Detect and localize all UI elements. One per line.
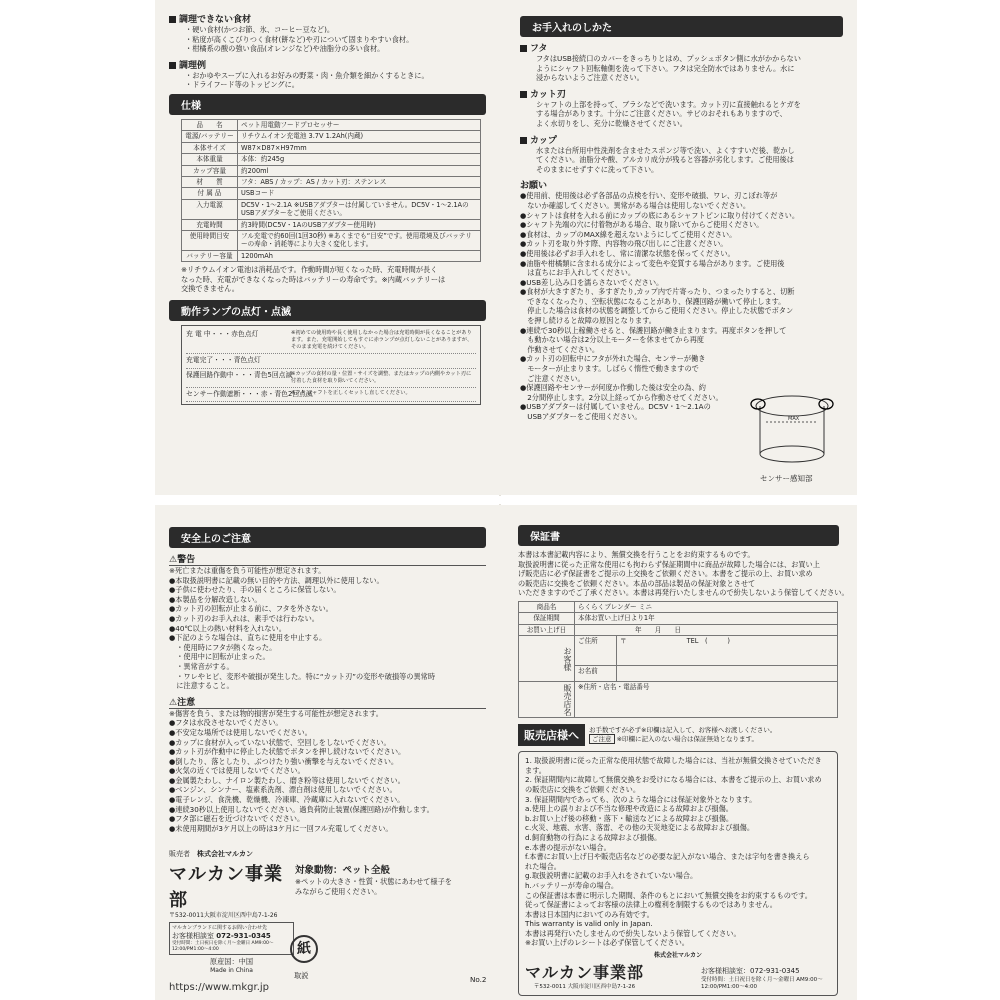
spec-key: 使用時間目安 [182,231,238,251]
date-value[interactable]: 年 月 日 [575,624,838,635]
text-line: ●連続で30秒以上稼働させると、保護回路が働き止まります。再度ボタンを押して [520,325,787,335]
seller-label: 販売者 [169,850,190,858]
text-line: に注意すること。 [169,681,234,691]
warranty-address: 〒532-0011 大阪市淀川区西中島7-1-26 [533,984,636,991]
text-line: g.取扱説明書に記載のお手入れをされていない場合。 [525,871,698,881]
text-line: この保証書は本書に明示した期間、条件のもとにおいて無償交換をお約束するものです。 [525,890,812,900]
text-line: ●カット刃を取り外す際、内容物の飛び出しにご注意ください。 [520,239,728,249]
spec-value: フタ：ABS / カップ：AS / カット刃：ステンレス [238,177,481,188]
text-line: ご注意ください。 [520,373,585,383]
text-line: f.本書にお買い上げ日や販売店名などの必要な記入がない場合、または字句を書き換えら [525,852,810,862]
inquiry-label: マルカンブランドに関するお問い合わせ先 [172,924,268,931]
remove-label: 取説 [294,971,309,980]
spec-value: DC5V・1～2.1A ※USBアダプターは付属していません。DC5V・1～2.1AのUSBアダプターをご使用ください。 [238,199,481,219]
ng-foods-title [169,12,486,25]
lamp-row [186,369,476,388]
text-line: 2分間停止します。2分以上経ってから作動させてください。 [520,392,723,402]
text-line: 本書は本書記載内容により、無償交換を行うことをお約束するものです。 [518,550,755,559]
text-line: みながらご使用ください。 [295,886,382,896]
text-line: ●食材が大きすぎたり、多すぎたり,カップ内で片寄ったり、つまったりすると、切断 [520,287,795,297]
warranty-hours: 受付時間：土日祝日を除く月～金曜日 AM9:00～12:00/PM1:00～4:00 [701,977,823,991]
text-line: も動かない場合は2分以上モーターを休ませてから再度 [520,335,704,345]
lamp-row [186,354,476,369]
seller-instructions [518,724,839,746]
spec-value: リチウムイオン充電池 3.7V 1.2Ah(内蔵) [238,131,481,142]
name-label: お名前 [575,666,617,682]
text-line: の販売店に交換をご依頼ください。本品の部品は製品の保証対象とさせて [518,578,756,588]
spec-key: 入力電源 [182,199,238,219]
text-line: ●使用前、使用後は必ず各部品の点検を行い、変形や破損、ワレ、刃こぼれ等が [520,191,778,201]
lamp-row [186,388,476,403]
text-line: ●シャフトは食材を入れる前にカップの底にあるシャフトピンに取り付けてください。 [520,210,800,220]
shop-field[interactable] [575,682,838,718]
text-line: ●火気の近くでは使用しないでください。 [169,766,305,776]
text-line: ※傷害を負う、または物的損害が発生する可能性が想定されます。 [169,708,383,718]
text-line: This warranty is valid only in Japan. [525,919,653,929]
brand-logo-warranty: マルカン事業部 [525,963,645,983]
postal-mark: 〒 [620,637,627,646]
text-line: 1. 取扱説明書に従った正常な使用状態で故障した場合には、当社が無償交換させていただき [525,756,822,766]
text-line: げ販売店に必ず保証書をご提示の上交換をご依頼ください。本書をご提示の上、お買い求め [518,569,813,579]
date-label: お買い上げ日 [519,624,575,635]
text-line: れた場合。 [525,861,561,871]
lamp-note: ※初めての使用時や長く使用しなかった場合は充電時間が長くなることがあります。また、充電開始してもすぐに赤ランプが点灯しないことがありますが、そのまま充電を続けてください。 [291,330,473,351]
lamp-row [186,328,476,354]
text-line: 交換できません。 [181,284,239,294]
target-block [295,865,485,896]
seller-note-1: お手数ですが必ず※印欄は記入して、お客様へお渡しください。 [589,725,777,734]
spec-row [182,131,481,142]
examples-title-text: 調理例 [179,60,207,71]
text-line: ないか確認してください。異常がある場合は使用しないでください。 [520,200,751,210]
blade-title [520,87,843,100]
sensor-diagram [750,392,840,472]
seller-note-2-row [589,735,776,745]
text-line: ●電子レンジ、食洗機、乾燥機、冷凍庫、冷蔵庫に入れないでください。 [169,795,405,805]
text-line: ●フタは水没させないでください。 [169,718,283,728]
text-line: ・硬い食材(かつお節、氷、コーヒー豆など)。 [185,25,335,34]
text-line: は直ちにお手入れしてください。 [520,268,636,278]
shop-note: ※住所・店名・電話番号 [578,683,650,692]
lid-title [520,41,843,54]
tel-field: TEL ( ) [686,637,730,646]
text-line: 本書は日本国内においてのみ有効です。 [525,909,654,919]
spec-key: 充電時間 [182,219,238,230]
panel-top-left [155,0,500,495]
lamp-state: 充電完了・・・青色点灯 [186,356,261,365]
text-line: ●食材は、カップのMAX線を超えないようにしてご使用ください。 [520,229,737,239]
product-value: らくらくブレンダー ミニ [575,601,838,612]
page-number: No.2 [470,975,487,984]
max-label: MAX [788,416,800,422]
lamp-note: ※フタ,シャフトを正しくセットし直してください。 [291,389,411,396]
cup-text [520,146,843,175]
text-line: ※お買い上げのレシートは必ず保管してください。 [525,938,689,948]
text-line: ・柑橘系の酸の強い食品(オレンジなど)や油脂分の多い食材。 [185,44,385,54]
text-line: ●カップに食材が入っていない状態で、空回しをしないでください。 [169,737,391,747]
text-line: ●USB差し込み口を濡らさないでください。 [520,277,664,287]
text-line: ます。 [525,765,546,775]
text-line: を押し続けると故障の原因となります。 [520,316,656,326]
caution-title: ⚠注意 [169,695,486,709]
text-line: 浸からないようご注意ください。 [536,73,644,83]
cup-title [520,133,843,146]
text-line: ●カット刃の回転が止まる前に、フタを外さない。 [169,604,333,614]
text-line: ●下記のような場合は、直ちに使用を中止する。 [169,633,327,643]
text-line: ●連続30秒以上使用しないでください。過負荷防止装置(保護回路)が作動します。 [169,804,434,814]
spec-key: 材 質 [182,177,238,188]
spec-row [182,188,481,199]
spec-row [182,177,481,188]
warranty-phone: 072-931-0345 [750,967,800,976]
text-line: よく水切りをし、充分に乾燥させてください。 [536,118,687,128]
text-line: b.お買い上げ後の移動・落下・輸送などによる故障および損傷。 [525,813,734,823]
text-line: シャフトの上部を持って、ブラシなどで洗います。カット刃に直接触れるとケガを [536,99,801,109]
text-line: ●倒したり、落としたり、ぶつけたり強い衝撃を与えないでください。 [169,756,399,766]
seller-block [169,850,294,992]
caution-list [169,709,486,834]
lid-title-text: フタ [530,44,548,54]
spec-key: バッテリー容量 [182,250,238,261]
text-line: ●保護回路やセンサーが何度か作動した後は安全の為、約 [520,383,706,393]
text-line: ・使用時にフタが熱くなった。 [169,642,277,652]
notes-title: ご注意 [589,734,615,744]
text-line: ●カット刃の回転中にフタが外れた場合、センサーが働き [520,354,706,364]
text-line: フタはUSB接続口のカバーをきっちりとはめ、プッシュボタン側に水がかからない [536,54,801,63]
lamp-note: ※カップの食材の量・位置・サイズを調整、またはカップの内側やカット刃に付着した食材を取り除いてください。 [291,370,472,384]
spec-row [182,250,481,261]
company-small: 株式会社マルカン [653,952,702,960]
text-line: 従って保証書によってお客様の法律上の権利を制限するものではありません。 [525,900,777,910]
panel-top-right [500,0,857,495]
spec-value: ペット用電動フードプロセッサー [238,119,481,130]
lamp-note [291,356,476,366]
text-line: ●油脂や柑橘類に含まれる成分によって変色や変質する場合があります。ご使用後 [520,258,785,268]
text-line: 水または台所用中性洗剤を含ませたスポンジ等で洗い、よくすすいだ後、乾かし [536,145,795,155]
target-title: 対象動物：ペット全般 [295,865,391,876]
text-line: ●40℃以上の熱い材料を入れない。 [169,623,286,633]
text-line: ●未使用期間が3ケ月以上の時は3ケ月に一回フル充電してください。 [169,823,393,833]
text-line: ●カット刃のお手入れは、素手では行わない。 [169,613,319,623]
brand-logo: マルカン事業部 [169,863,283,911]
text-line: ・ドライフード等のトッピングに。 [185,80,299,90]
text-line: ・使用中に回転が止まった。 [169,652,270,662]
period-label: 保証期間 [519,613,575,624]
text-line: 3. 保証期間内であっても、次のような場合には保証対象外となります。 [525,794,757,804]
text-line: ・ワレやヒビ、変形や破損が発生した。特に“カット刃”の変形や破損等の異常時 [169,671,436,681]
spec-key: 本体サイズ [182,142,238,153]
website-url[interactable]: https://www.mkgr.jp [169,981,270,993]
spec-row [182,142,481,153]
name-field[interactable] [617,666,838,682]
lamp-state: 保護回路作動中・・・青色5回点滅 [186,370,293,379]
spec-value: 1200mAh [238,250,481,261]
period-value: 本体お買い上げ日より1年 [575,613,838,624]
spec-row [182,199,481,219]
text-line: ●金属製たわし、ナイロン製たわし、磨き粉等は使用しないでください。 [169,775,405,785]
company-address: 〒532-0011大阪市淀川区西中島7-1-26 [169,911,278,919]
blade-text [520,100,843,129]
warranty-form [518,601,838,718]
origin: 原産国：中国 [209,957,254,967]
spec-row [182,165,481,176]
request-list [520,191,843,421]
request-title: お願い [520,181,548,192]
text-line: てください。油脂分や酸、アルカリ成分が残ると容器が劣化します。ご使用後は [536,155,794,165]
lamp-header: 動作ランプの点灯・点滅 [169,300,486,321]
text-line: ●ベンジン、シンナー、塩素系洗剤、漂白剤は使用しないでください。 [169,785,397,795]
text-line: a.使用上の誤りおよび不当な修理や改造による故障および損傷。 [525,804,733,814]
text-line: の販売店に交換をご依頼ください。 [525,784,641,794]
spec-value: 本体：約245g [238,154,481,165]
target-note [295,877,485,896]
text-line: ※リチウムイオン電池は消耗品です。作動時間が短くなった時、充電時間が長く [181,265,438,275]
panel-bottom-right [500,505,857,1000]
hours: 受付時間：土日祝日を除く月～金曜日 AM9:00～12:00/PM1:00～4:00 [172,941,274,953]
warning-list [169,566,486,691]
text-line: ●USBアダプターは付属していません。DC5V・1～2.1Aの [520,402,711,412]
text-line: そのままにせずすぐに洗って下さい。 [536,164,659,174]
warning-title: ⚠警告 [169,552,486,566]
spec-note [169,265,486,294]
spec-row [182,219,481,230]
address-label: ご住所 [575,636,617,666]
text-line: ・異常音がする。 [169,661,234,671]
text-line: ●本製品を分解改造しない。 [169,594,262,604]
text-line: する場合があります。十分にご注意ください。サビのおそれもありますので、 [536,109,787,119]
spec-key: 電源/バッテリー [182,131,238,142]
text-line: ※ペットの大きさ・性質・状態にあわせて様子を [295,877,452,886]
text-line: 2. 保証期間内に故障して無償交換をお受けになる場合には、本書をご提示の上、お買い求め [525,775,822,785]
spec-value: 約200ml [238,165,481,176]
customer-label: お客様 [519,636,575,682]
spec-table [181,119,481,262]
product-label: 商品名 [519,601,575,612]
care-header: お手入れのしかた [520,16,843,37]
spec-value: W87×D87×H97mm [238,142,481,153]
text-line: ●シャフト先端の穴に付着物がある場合、取り除いてからご使用ください。 [520,220,764,230]
lamp-box [181,325,481,405]
spec-header: 仕様 [169,94,486,115]
cup-title-text: カップ [530,135,557,146]
text-line: 本書は再発行いたしませんので紛失しないよう保管してください。 [525,928,741,938]
text-line: ●使用後は必ずお手入れをし、常に清潔な状態を保ってください。 [520,248,735,258]
text-line: ●子供に使わせたり、手の届くところに保管しない。 [169,585,341,595]
sensor-label: センサー感知部 [760,474,813,483]
text-line: ●本取扱説明書に記載の無い目的や方法、調理以外に使用しない。 [169,575,384,585]
text-line: ●不安定な場所では使用しないでください。 [169,727,312,737]
spec-key: 本体重量 [182,154,238,165]
examples-list [169,71,486,90]
text-line: ●フタ部に磁石を近づけないでください。 [169,814,305,824]
lid-text [520,54,843,83]
text-line: d.飼育動物の行為による故障および損傷。 [525,832,662,842]
spec-row [182,119,481,130]
made-in: Made in China [210,966,253,974]
spec-key: 品 名 [182,119,238,130]
ng-foods-list [169,25,486,54]
ng-title-text: 調理できない食材 [179,15,252,25]
text-line: ・おかゆやスープに入れるお好みの野菜・肉・魚介類を細かくするときに。 [185,70,429,80]
text-line: 取扱説明書に従った正常な使用にも拘わらず保証期間中に商品が故障した場合には、お買い上 [518,559,820,569]
text-line: できなくなったり、空転状態になることがあり、保護回路が働いて停止します。 [520,296,786,306]
text-line: e.本書の提示がない場合。 [525,842,611,852]
company-name: 株式会社マルカン [197,850,253,858]
text-line: 作動させてください。 [520,344,600,354]
spec-value: 約3時間(DC5V・1AのUSBアダプター使用時) [238,219,481,230]
paper-recycle-mark: 紙 [290,935,318,963]
text-line: なった時、充電ができなくなった時はバッテリーの寿命です。※内蔵バッテリーは [181,274,446,284]
text-line: USBアダプターをご使用ください。 [520,412,642,421]
spec-row [182,154,481,165]
text-line: いただきますのでご了承ください。本書は再発行いたしませんので紛失しないよう保管してください。 [518,588,849,598]
seller-banner: 販売店様へ [518,724,585,746]
spec-key: 付 属 品 [182,188,238,199]
warranty-header: 保証書 [518,525,839,546]
text-line: ・粘度が高くこびりつく食材(餅など)や刃について固まりやすい食材。 [185,34,414,44]
spec-key: カップ容量 [182,165,238,176]
text-line: c.火災、地震、水害、落雷、その他の天災地変による故障および損傷。 [525,823,755,833]
panel-bottom-left [155,505,500,1000]
text-line: 停止した場合は食材の状態を調整してからご使用ください。停止した状態でボタン [520,306,794,316]
contact-box [169,922,294,956]
lamp-state: 充 電 中・・・赤色点灯 [186,330,259,339]
warranty-phone-label: お客様相談室 [701,967,743,976]
horizontal-fold [155,496,857,504]
text-line: h.バッテリーが寿命の場合。 [525,880,619,890]
text-line: ようにシャフト回転軸側を洗って下さい。フタは完全防水ではありません。水に [536,63,795,73]
seller-note-2: ※印欄に記入のない場合は保証無効となります。 [616,735,759,744]
phone-number: 072-931-0345 [216,931,271,940]
spec-row [182,231,481,251]
text-line: モーターが止まります。しばらく惰性で動きますので [520,364,699,374]
terms-box: 1. 取扱説明書に従った正常な使用状態で故障した場合には、当社が無償交換させていただき ます。 2. 保証期間内に故障して無償交換をお受けになる場合には、本書をご提示の上、お買い求め の販売店に交換をご依頼ください。 3. 保証期間内であっても、次のような場合には保証対象外となります。 a.使用上の誤りおよび不当な修理や改造による故障および損傷。 b.お買い上げ後の移動・落下・輸送などによる故障および損傷。 c.火災、地震、水害、落雷、その他の天災地変による故障および損傷。 d.飼育動物の行為による故障および損傷。 e.本書の提示がない場合。 f.本書にお買い上げ日や販売店名などの必要な記入がない場合、または字句を書き換えら れた場合。 g.取扱説明書に記載のお手入れをされていない場合。 h.バッテリーが寿命の場合。 この保証書は本書に明示した期間、条件のもとにおいて無償交換をお約束するものです。 従って保証書によってお客様の法律上の権利を制限するものではありません。 本書は日本国内においてのみ有効です。 This warranty is valid only in Japan. 本書は再発行いたしませんので紛失しないよう保管してください。 ※お買い上げのレシートは必ず保管してください。 株式会社マルカン マルカン事業部 〒532-0011 大阪市淀川区西中島7-1-26 お客様相談室：072-931-0345 受付時間：土日祝日を除く月～金曜日 AM9:00～12:00/PM1:00～4:00 [518,751,838,996]
address-field[interactable] [617,636,838,666]
shop-label: 販売店名 [519,682,575,718]
text-line: ●カット刃が作動中に停止した状態でボタンを押し続けないでください。 [169,747,406,757]
spec-value: USBコード [238,188,481,199]
lamp-state: センサー作動遮断・・・赤・青色2回点滅 [186,389,313,398]
warranty-intro [518,550,849,598]
safety-header: 安全上のご注意 [169,527,486,548]
examples-title [169,58,486,71]
phone-label: お客様相談室 [172,931,214,940]
spec-value: フル充電で約60回(1回30秒) ※あくまでも“目安”です。使用環境及びバッテリーの寿命・消耗等により大きく変化します。 [238,231,481,251]
text-line: ※死亡または重傷を負う可能性が想定されます。 [169,566,326,575]
blade-title-text: カット刃 [530,89,566,100]
